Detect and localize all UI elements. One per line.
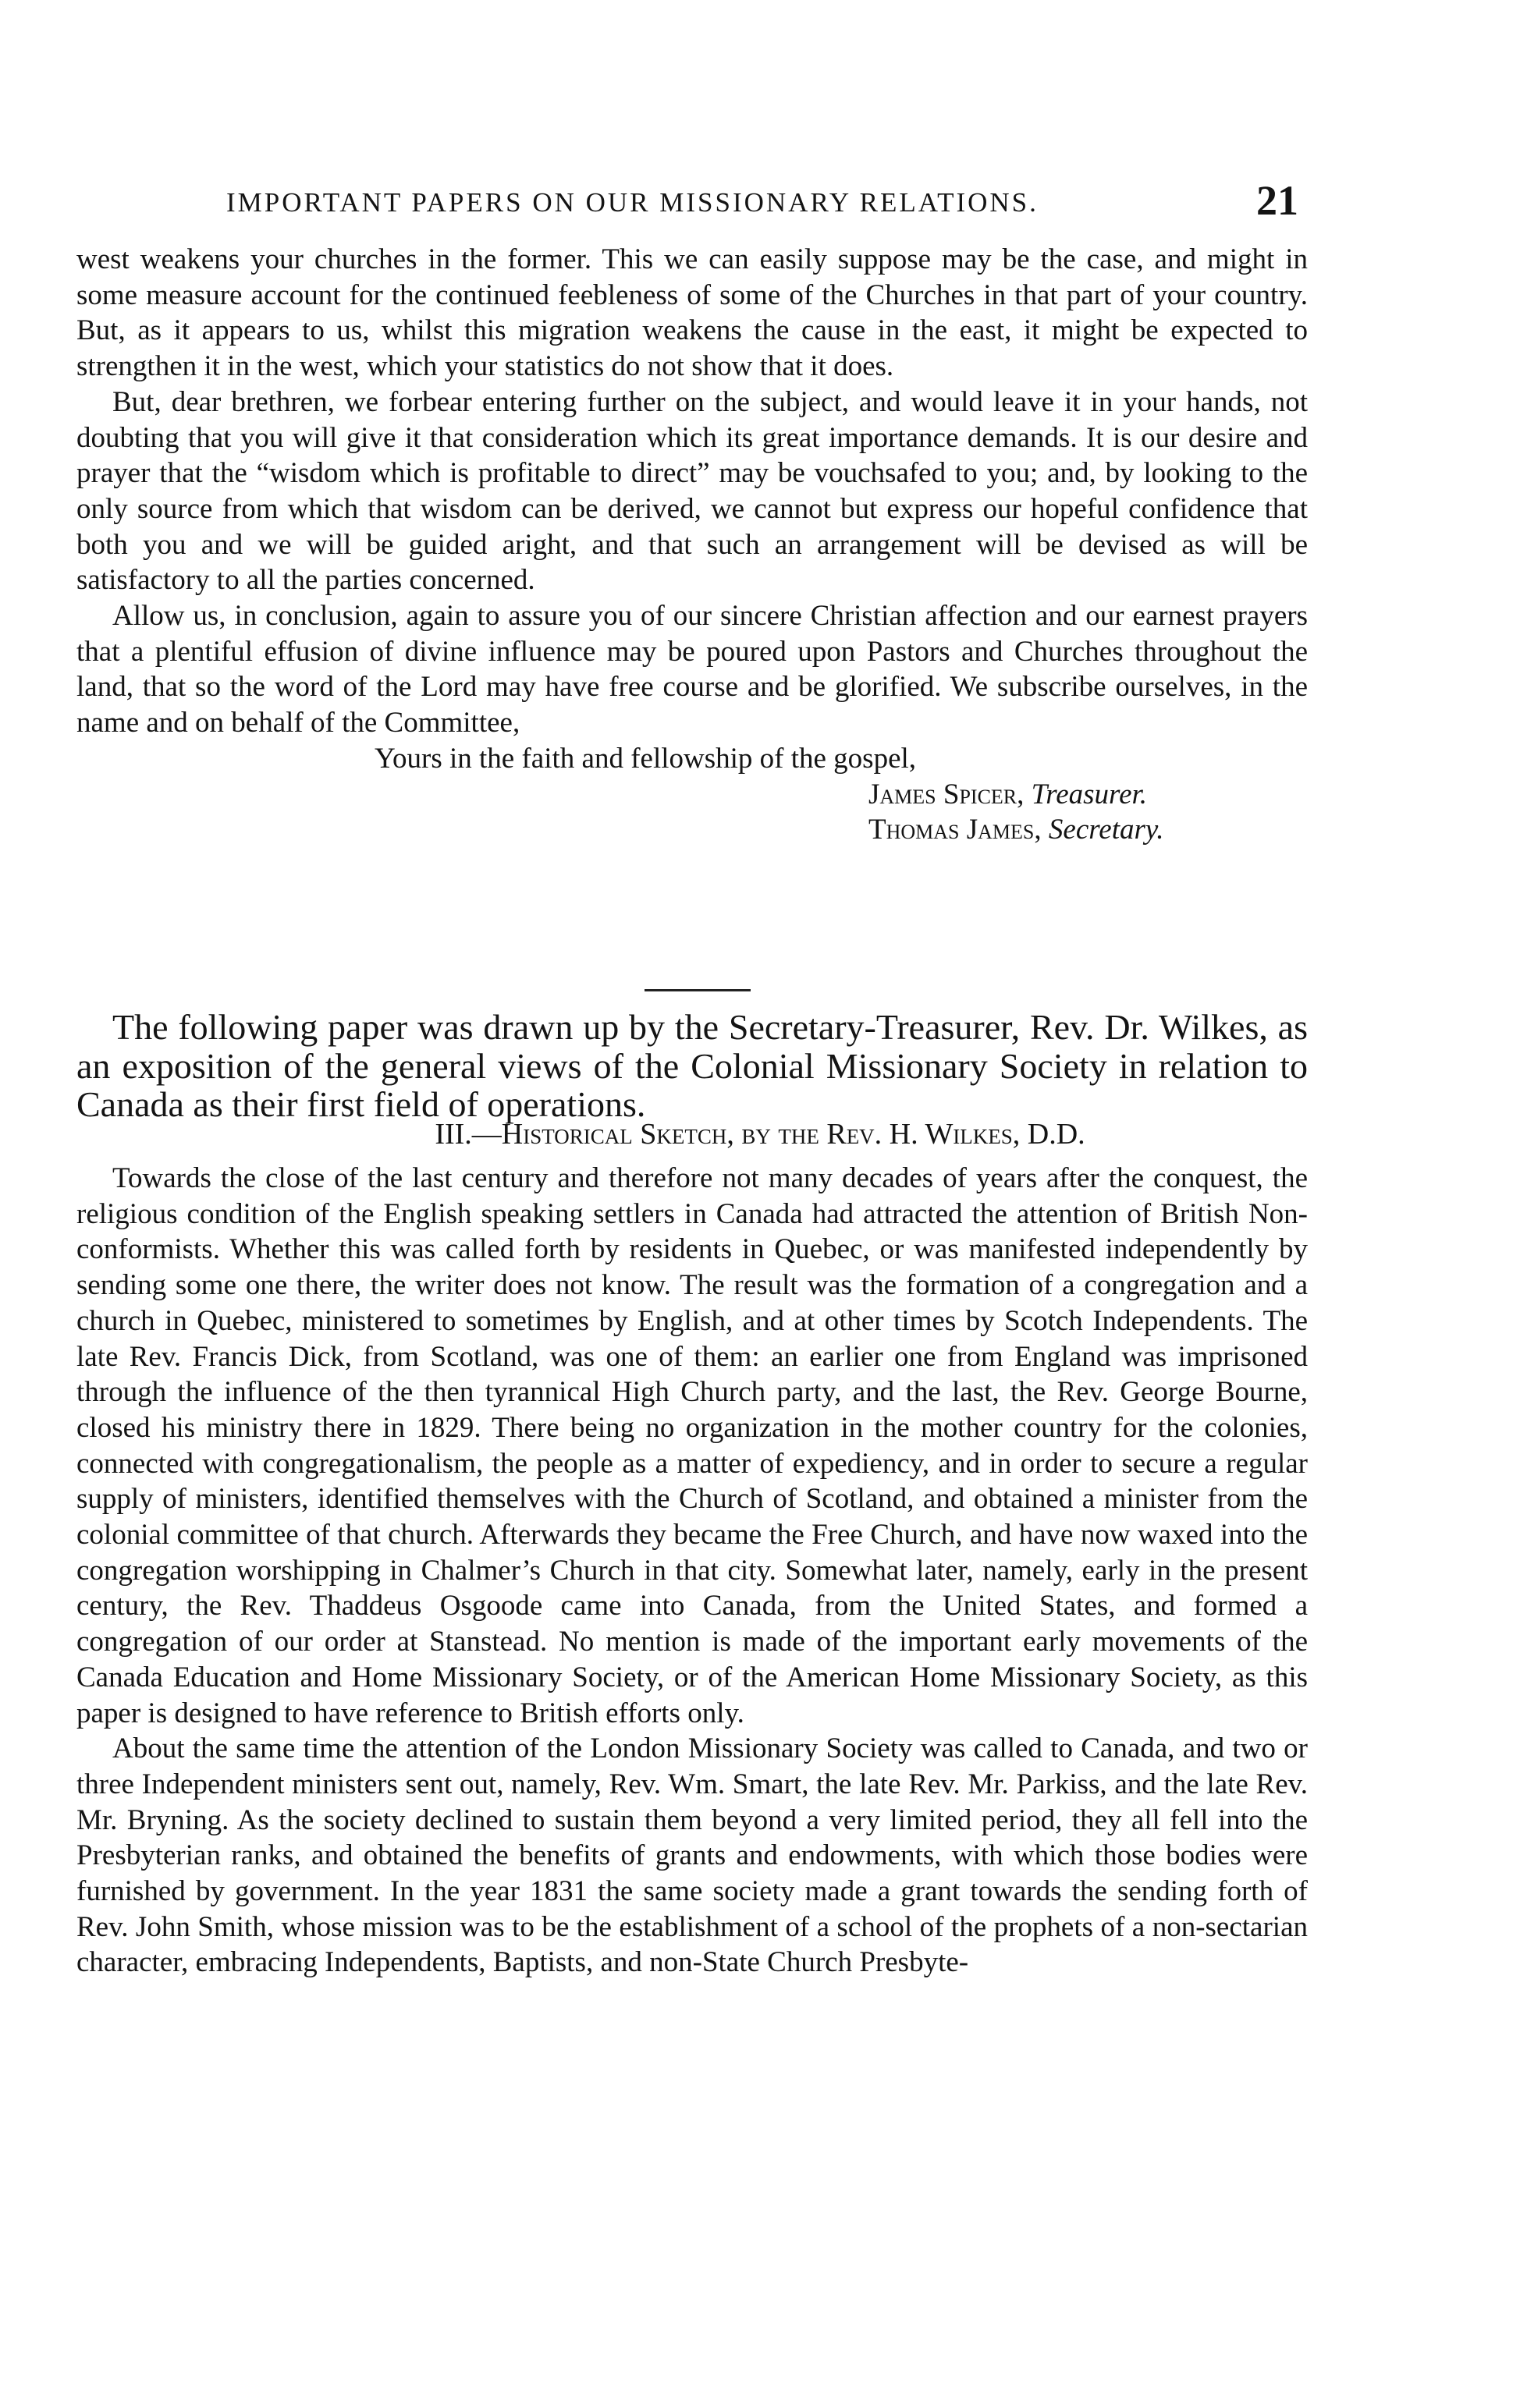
signature-treasurer	[76, 777, 1308, 813]
intro-paragraph	[76, 1008, 1308, 1124]
signature-name: Thomas James,	[868, 814, 1042, 846]
intro-text: The following paper was drawn up by the Secretary-Treasurer, Rev. Dr. Wilkes, as an exposition of the general views of the Colonial Missionary Society in relation to Canada as their first field of operations.	[76, 1007, 1308, 1124]
page-number: 21	[1256, 177, 1298, 224]
historical-sketch	[76, 1161, 1308, 1981]
letter-section	[76, 242, 1308, 848]
letter-paragraph: west weakens your churches in the former. This we can easily suppose may be the case, and might in some measure account for the continued feebleness of some of the Churches in that part of your country. But, as it appears to us, whilst this migration weakens the cause in the east, it might be expected to strengthen it in the west, which your statistics do not show that it does.	[76, 243, 1308, 383]
letter-paragraph: But, dear brethren, we forbear entering further on the subject, and would leave it in your hands, not doubting that you will give it that consideration which its great importance demands. It is our desire and prayer that the “wisdom which is profitable to direct” may be vouchsafed to you; and, by looking to the only source from which that wisdom can be derived, we cannot but express our hopeful confidence that both you and we will be guided aright, and that such an arrangement will be devised as will be satisfactory to all the parties concerned.	[76, 385, 1308, 597]
page-header	[0, 176, 1520, 231]
sketch-paragraph: Towards the close of the last century and therefore not many decades of years after the conquest, the religious condition of the English speaking settlers in Canada had attracted the attention of British Non-conformists. Whether this was called forth by residents in Quebec, or was manifested independently by sending some one there, the writer does not know. The result was the formation of a congregation and a church in Quebec, ministered to sometimes by English, and at other times by Scotch Independents. The late Rev. Francis Dick, from Scotland, was one of them: an earlier one from England was imprisoned through the influence of the then tyrannical High Church party, and the last, the Rev. George Bourne, closed his ministry there in 1829. There being no organization in the mother country for the colonies, connected with congregationalism, the people as a matter of expediency, and in order to secure a regular supply of ministers, identified themselves with the Church of Scotland, and obtained a minister from the colonial committee of that church. Afterwards they became the Free Church, and have now waxed into the congregation worshipping in Chalmer’s Church in that city. Somewhat later, namely, early in the present century, the Rev. Thaddeus Osgoode came into Canada, from the United States, and formed a congregation of our order at Stanstead. No mention is made of the important early movements of the Canada Education and Home Missionary Society, or of the American Home Missionary Society, as this paper is designed to have reference to British efforts only.	[76, 1162, 1308, 1729]
section-divider	[645, 989, 751, 991]
section-heading: III.—Historical Sketch, by the Rev. H. Wilkes, D.D.	[435, 1118, 1085, 1151]
letter-closing: Yours in the faith and fellowship of the gospel,	[375, 742, 917, 775]
letter-paragraph: Allow us, in conclusion, again to assure you of our sincere Christian affection and our earnest prayers that a plentiful effusion of divine influence may be poured upon Pastors and Churches throughout the land, that so the word of the Lord may have free course and be glorified. We subscribe ourselves, in the name and on behalf of the Committee,	[76, 600, 1308, 739]
signature-role: Secretary.	[1048, 814, 1164, 846]
signature-name: James Spicer,	[868, 778, 1025, 810]
running-title: IMPORTANT PAPERS ON OUR MISSIONARY RELATIONS.	[226, 187, 1039, 218]
signature-role: Treasurer.	[1031, 778, 1148, 810]
sketch-paragraph: About the same time the attention of the London Missionary Society was called to Canada, and two or three Independent ministers sent out, namely, Rev. Wm. Smart, the late Rev. Mr. Parkiss, and the late Rev. Mr. Bryning. As the society declined to sustain them beyond a very limited period, they all fell into the Presbyterian ranks, and obtained the benefits of grants and endowments, with which those bodies were furnished by government. In the year 1831 the same society made a grant towards the sending forth of Rev. John Smith, whose mission was to be the establishment of a school of the prophets of a non-sectarian character, embracing Independents, Baptists, and non-State Church Presbyte-	[76, 1732, 1308, 1979]
signature-secretary	[76, 812, 1308, 848]
